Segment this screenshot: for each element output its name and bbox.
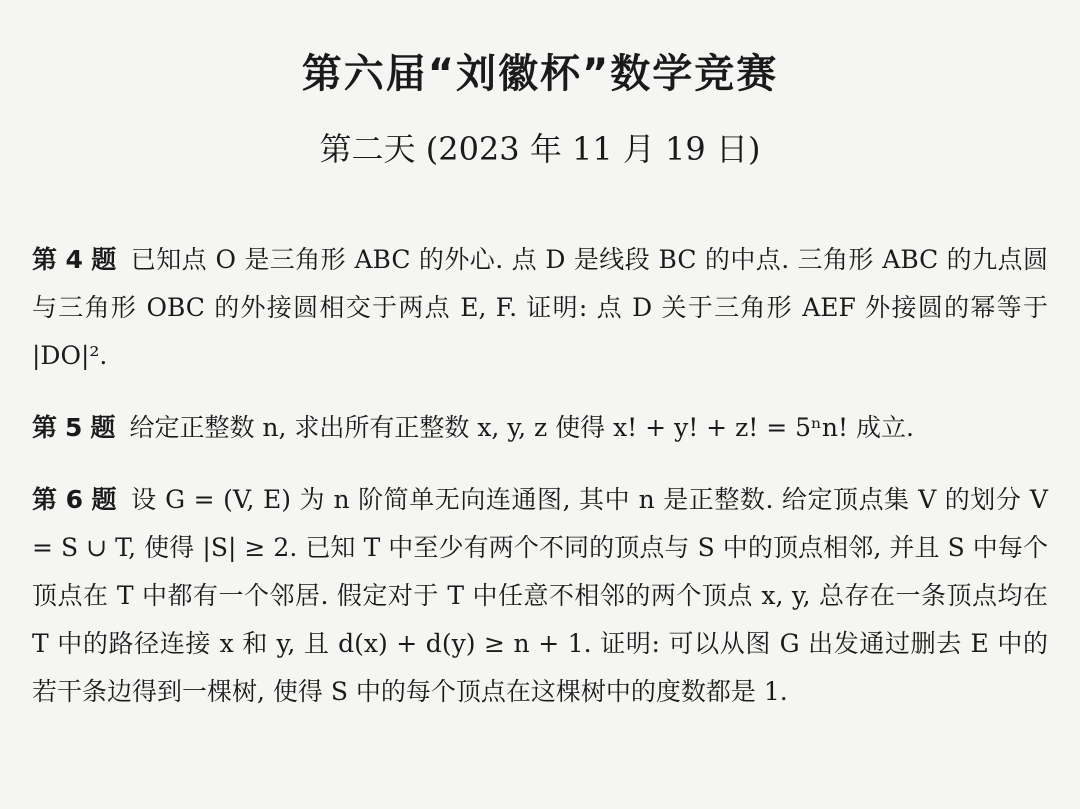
problem-label-prefix: 第 xyxy=(32,485,58,514)
problem-4-text: 已知点 O 是三角形 ABC 的外心. 点 D 是线段 BC 的中点. 三角形 ABC 的九点圆与三角形 OBC 的外接圆相交于两点 E, F. 证明: 点 D 关于三角形 AEF 外接圆的幂等于 |DO|². xyxy=(32,245,1048,370)
problem-label-suffix: 题 xyxy=(90,245,117,274)
problem-number: 4 xyxy=(65,245,83,274)
problem-label-suffix: 题 xyxy=(90,485,118,514)
problem-number: 6 xyxy=(65,485,83,514)
page-title: 第六届“刘徽杯”数学竞赛 xyxy=(301,51,779,97)
problem-label-prefix: 第 xyxy=(32,245,58,274)
problem-number: 5 xyxy=(65,413,83,442)
problem-5 xyxy=(32,404,1048,452)
problem-6-text: 设 G = (V, E) 为 n 阶简单无向连通图, 其中 n 是正整数. 给定顶点集 V 的划分 V = S ∪ T, 使得 |S| ≥ 2. 已知 T 中至少有两个不同的顶点与 S 中的顶点相邻, 并且 S 中每个顶点在 T 中都有一个邻居. 假定对于 T 中任意不相邻的两个顶点 x, y, 总存在一条顶点均在 T 中的路径连接 x 和 y, 且 d(x) + d(y) ≥ n + 1. 证明: 可以从图 G 出发通过删去 E 中的若干条边得到一棵树, 使得 S 中的每个顶点在这棵树中的度数都是 1. xyxy=(32,485,1048,706)
problem-6 xyxy=(32,476,1048,716)
problem-4 xyxy=(32,236,1048,380)
problem-5-text: 给定正整数 n, 求出所有正整数 x, y, z 使得 x! + y! + z! = 5ⁿn! 成立. xyxy=(129,413,914,442)
problem-label-prefix: 第 xyxy=(32,413,58,442)
problem-4-label xyxy=(32,245,117,274)
page-subtitle: 第二天 (2023 年 11 月 19 日) xyxy=(319,130,761,168)
problem-6-label xyxy=(32,485,117,514)
problem-5-label xyxy=(32,413,115,442)
problem-label-suffix: 题 xyxy=(90,413,116,442)
